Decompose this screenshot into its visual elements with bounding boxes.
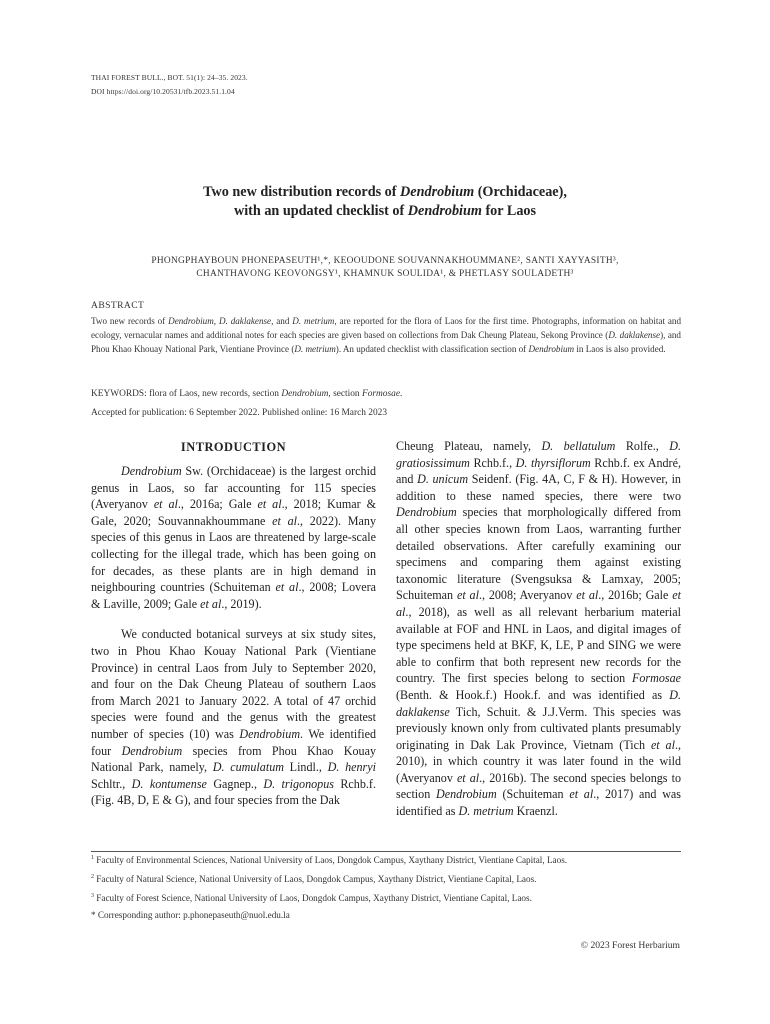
text-run: ., 2008; Averyanov (478, 588, 577, 603)
text-run: Rchb.f. (Fig. 4B, D, E & G), and four species from the Dak (91, 776, 376, 808)
italic-text: Dendrobium (239, 726, 301, 741)
text-run: ., 2010), in which country it was later found in the wild (Averyanov (396, 737, 681, 785)
text-run: ., 2017) and was identified as (396, 787, 681, 819)
text-run: Rchb.f. ex André, and (396, 455, 681, 487)
left-column (91, 463, 376, 809)
text-run: ., 2019). (221, 596, 262, 611)
intro-paragraph-1 (91, 463, 376, 612)
abstract-body: Two new records of Dendrobium, D. daklakense, and D. metrium, are reported for the flora of Laos for the first time. Photographs, information on habitat and ecology, vernacular names and additional notes for each species are given based on collections from Dak Cheung Plateau, Sekong Province (D. daklakense), and Phou Khao Khouay National Park, Vientiane Province (D. metrium). An updated checklist with classification section of Dendrobium in Laos is also provided. (91, 316, 681, 355)
text-run: ., 2016b; Gale (598, 588, 673, 603)
footnote-3: $^3$ Faculty of Forest Science, National University of Laos, Dongdok Campus, Xaythany District, Vientiane Capital, Laos. (91, 892, 532, 903)
text-run: Rchb.f., (469, 455, 516, 470)
text-run: (Schuiteman (496, 787, 570, 802)
author-list (91, 255, 679, 281)
abstract-heading: ABSTRACT (91, 300, 145, 311)
italic-text: et al (650, 737, 675, 752)
footnote-1: $^1$ Faculty of Environmental Sciences, National University of Laos, Dongdok Campus, Xaythany District, Vientiane Capital, Laos. (91, 854, 568, 865)
author-line-1: PHONGPHAYBOUN PHONEPASEUTH¹,*, KEOOUDONE SOUVANNAKHOUMMANE², SANTI XAYYASITH³, (151, 256, 619, 266)
italic-text: D. kontumense (131, 776, 207, 791)
publication-dates: Accepted for publication: 6 September 2022. Published online: 16 March 2023 (91, 408, 388, 418)
text-run: ., 2016a; Gale (177, 497, 258, 512)
italic-text: D. bellatulum (541, 439, 616, 453)
text-run: Rolfe., (615, 439, 670, 453)
text-run: ., 2018), as well as all relevant herbarium material available at FOF and HNL in Laos, and digital images of type specimens held at BKF, K, LE, P and SING we were able to confirm that both represent new records for the country. The first species belong to section (396, 604, 681, 686)
doi-link[interactable]: DOI https://doi.org/10.20531/tfb.2023.51.1.04 (91, 87, 235, 96)
journal-citation: THAI FOREST BULL., BOT. 51(1): 24–35. 2023. (91, 73, 248, 82)
italic-text: et al (569, 787, 594, 802)
footnote-divider (91, 851, 681, 852)
article-title: Two new distribution records of Dendrobium (Orchidaceae), with an updated checklist of Dendrobium for Laos (203, 184, 567, 219)
author-line-2: CHANTHAVONG KEOVONGSY¹, KHAMNUK SOULIDA¹, & PHETLASY SOULADETH³ (196, 269, 574, 279)
italic-text: et al (272, 513, 298, 528)
text-run: Tich, Schuit. & J.J.Verm. This species was previously known only from cultivated plants presumably originating in Dak Lak Province, Vietnam (Tich (396, 704, 681, 752)
italic-text: et al (200, 596, 222, 611)
italic-text: Dendrobium (436, 787, 497, 802)
intro-paragraph-2 (91, 626, 376, 809)
intro-paragraph-3 (396, 438, 681, 820)
text-run: Kraenzl. (513, 804, 558, 819)
text-run: ., 2022). Many species of this genus in Laos are threatened by large-scale collecting for the illegal trade, which has been going on for decades, as these plants are in high demand in neighbouring countries (Schuiteman (91, 513, 377, 595)
italic-text: D. trigonopus (263, 776, 334, 791)
text-run: ., 2018; Kumar & Gale, 2020; Souvannakhoummane (91, 497, 376, 528)
italic-text: et al (396, 588, 681, 619)
text-run: Cheung Plateau, namely, (396, 439, 542, 453)
footnote-2: $^2$ Faculty of Natural Science, National University of Laos, Dongdok Campus, Xaythany District, Vientiane Capital, Laos. (91, 873, 537, 884)
italic-text: D. thyrsiflorum (515, 455, 591, 470)
copyright: © 2023 Forest Herbarium (580, 940, 680, 951)
text-run: Schltr., (91, 776, 132, 791)
text-run: species that morphologically differed from all other species known from Laos, warranting further detailed observations. After carefully examining our specimens and comparing them against existing taxonomic literature (Svengsuksa & Lamxay, 2005; Schuiteman (396, 505, 681, 603)
text-run: . We identified four (91, 726, 376, 758)
italic-text: Dendrobium (121, 743, 183, 758)
text-run: (Benth. & Hook.f.) Hook.f. and was identified as (396, 687, 670, 702)
italic-text: Formosae (631, 671, 681, 686)
corresponding-author: * Corresponding author: p.phonepaseuth@nuol.edu.la (91, 910, 290, 920)
text-run: Gagnep., (206, 776, 264, 791)
italic-text: D. unicum (417, 472, 469, 487)
italic-text: Dendrobium (121, 464, 182, 478)
italic-text: et al (275, 580, 299, 595)
text-run: ., 2016b). The second species belongs to section (396, 770, 681, 802)
italic-text: D. cumulatum (212, 760, 284, 775)
italic-text: et al (576, 588, 599, 603)
italic-text: et al (456, 770, 480, 785)
italic-text: D. daklakense (396, 687, 681, 719)
italic-text: D. gratiosissimum (396, 439, 681, 470)
italic-text: et al (257, 497, 282, 512)
italic-text: D. metrium (458, 804, 514, 819)
keywords: KEYWORDS: flora of Laos, new records, section Dendrobium, section Formosae. (91, 389, 403, 399)
text-run: Lindl., (283, 760, 328, 775)
text-run: Sw. (Orchidaceae) is the largest orchid genus in Laos, so far accounting for 115 species (Averyanov (91, 464, 376, 512)
text-run: species from Phou Khao Kouay National Park, namely, (91, 743, 377, 775)
introduction-heading: INTRODUCTION (180, 440, 287, 454)
italic-text: D. henryi (327, 760, 376, 775)
text-run: Seidenf. (Fig. 4A, C, F & H). However, in addition to these named species, there were two (396, 472, 681, 503)
text-run: ., 2008; Lovera & Laville, 2009; Gale (91, 580, 376, 611)
italic-text: et al (456, 588, 479, 603)
italic-text: Dendrobium (396, 505, 457, 520)
right-column (396, 438, 681, 820)
italic-text: et al (153, 497, 178, 512)
text-run: We conducted botanical surveys at six study sites, two in Phou Khao Kouay National Park (Vientiane Province) in central Laos from July to September 2020, and four on the Dak Cheung Plateau of southern Laos from March 2021 to January 2022. A total of 47 orchid species were found and the genus with the greatest number of species (10) was (91, 627, 376, 741)
